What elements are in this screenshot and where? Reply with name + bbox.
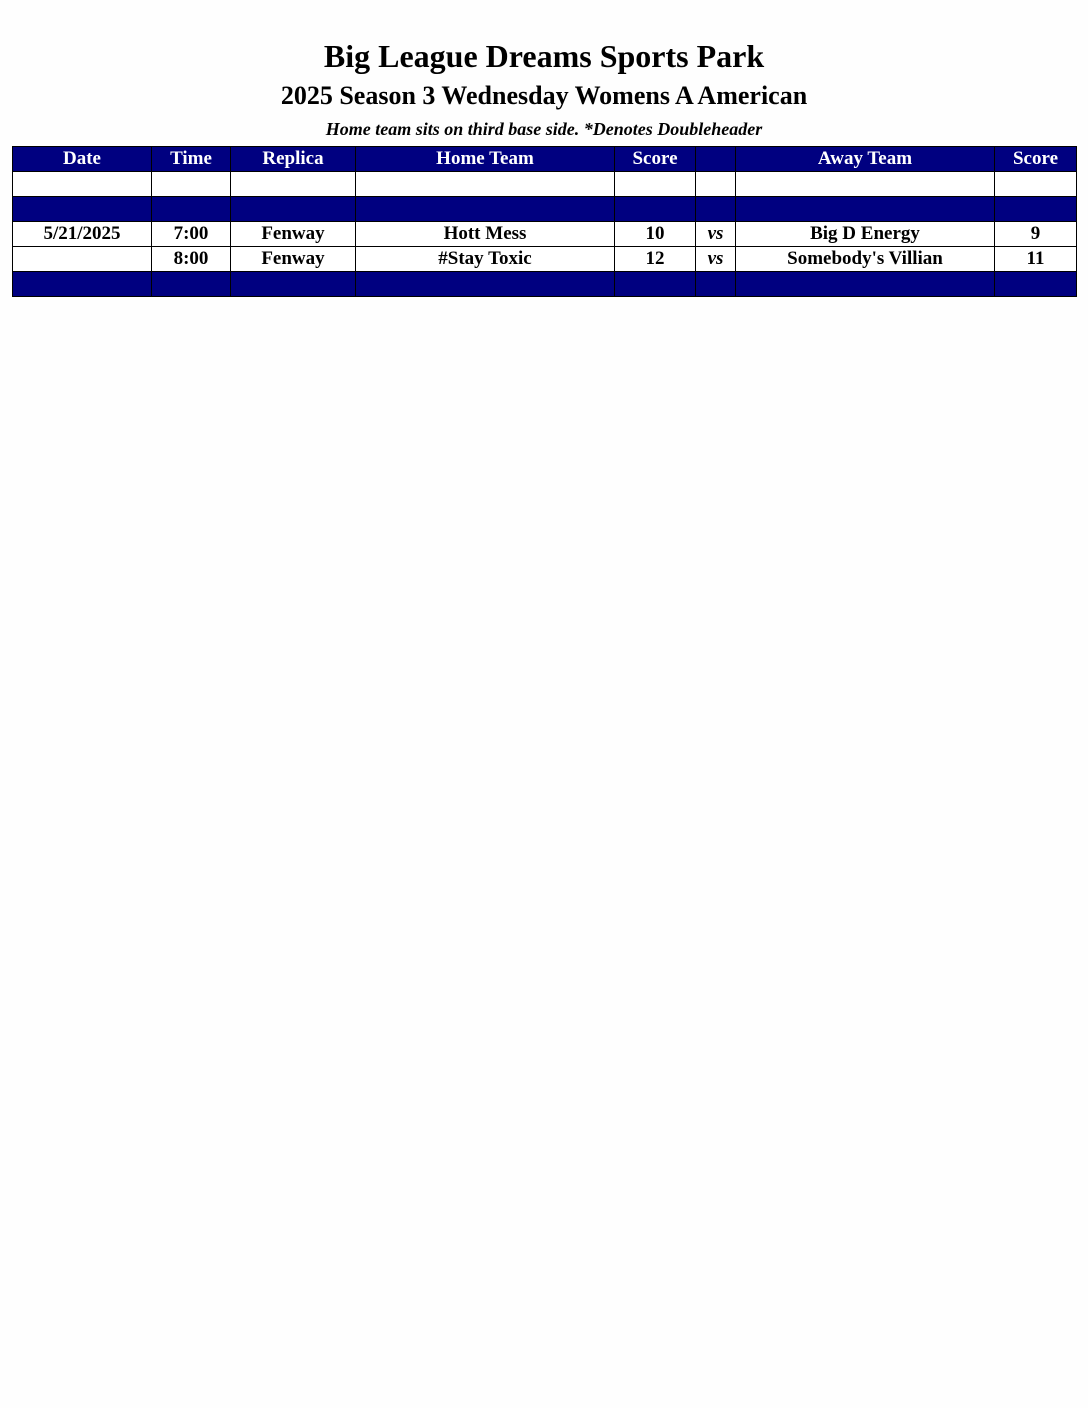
- column-header-away-score: Score: [995, 147, 1077, 172]
- empty-cell: [13, 272, 152, 297]
- game-row: [13, 247, 1077, 272]
- game-date: 5/21/2025: [13, 222, 152, 247]
- vs-label: vs: [696, 247, 736, 272]
- home-score: 10: [615, 222, 696, 247]
- empty-cell: [696, 197, 736, 222]
- schedule-note: Home team sits on third base side. *Denotes Doubleheader: [325, 119, 763, 139]
- column-header-time: Time: [152, 147, 231, 172]
- game-replica: Fenway: [231, 222, 356, 247]
- game-time: 8:00: [152, 247, 231, 272]
- home-score: 12: [615, 247, 696, 272]
- away-team: Big D Energy: [736, 222, 995, 247]
- home-team: #Stay Toxic: [356, 247, 615, 272]
- empty-cell: [13, 172, 152, 197]
- game-row: [13, 222, 1077, 247]
- column-header-home-score: Score: [615, 147, 696, 172]
- spacer-row-blank: [13, 172, 1077, 197]
- empty-cell: [231, 172, 356, 197]
- page-subtitle: 2025 Season 3 Wednesday Womens A American: [280, 81, 808, 110]
- table-header-row: [13, 147, 1077, 172]
- separator-row-navy: [13, 197, 1077, 222]
- column-header-vs: [696, 147, 736, 172]
- empty-cell: [995, 272, 1077, 297]
- away-team: Somebody's Villian: [736, 247, 995, 272]
- empty-cell: [696, 172, 736, 197]
- schedule-table: [12, 146, 1077, 297]
- column-header-date: Date: [13, 147, 152, 172]
- empty-cell: [615, 272, 696, 297]
- game-date: [13, 247, 152, 272]
- empty-cell: [696, 272, 736, 297]
- game-time: 7:00: [152, 222, 231, 247]
- column-header-replica: Replica: [231, 147, 356, 172]
- home-team: Hott Mess: [356, 222, 615, 247]
- empty-cell: [152, 172, 231, 197]
- empty-cell: [615, 197, 696, 222]
- column-header-home-team: Home Team: [356, 147, 615, 172]
- empty-cell: [356, 272, 615, 297]
- empty-cell: [615, 172, 696, 197]
- empty-cell: [736, 197, 995, 222]
- empty-cell: [736, 172, 995, 197]
- vs-label: vs: [696, 222, 736, 247]
- empty-cell: [736, 272, 995, 297]
- empty-cell: [995, 172, 1077, 197]
- empty-cell: [356, 172, 615, 197]
- column-header-away-team: Away Team: [736, 147, 995, 172]
- away-score: 11: [995, 247, 1077, 272]
- game-replica: Fenway: [231, 247, 356, 272]
- empty-cell: [995, 197, 1077, 222]
- empty-cell: [152, 272, 231, 297]
- separator-row-navy: [13, 272, 1077, 297]
- empty-cell: [13, 197, 152, 222]
- empty-cell: [231, 197, 356, 222]
- empty-cell: [356, 197, 615, 222]
- away-score: 9: [995, 222, 1077, 247]
- page-title: Big League Dreams Sports Park: [323, 38, 765, 74]
- empty-cell: [152, 197, 231, 222]
- empty-cell: [231, 272, 356, 297]
